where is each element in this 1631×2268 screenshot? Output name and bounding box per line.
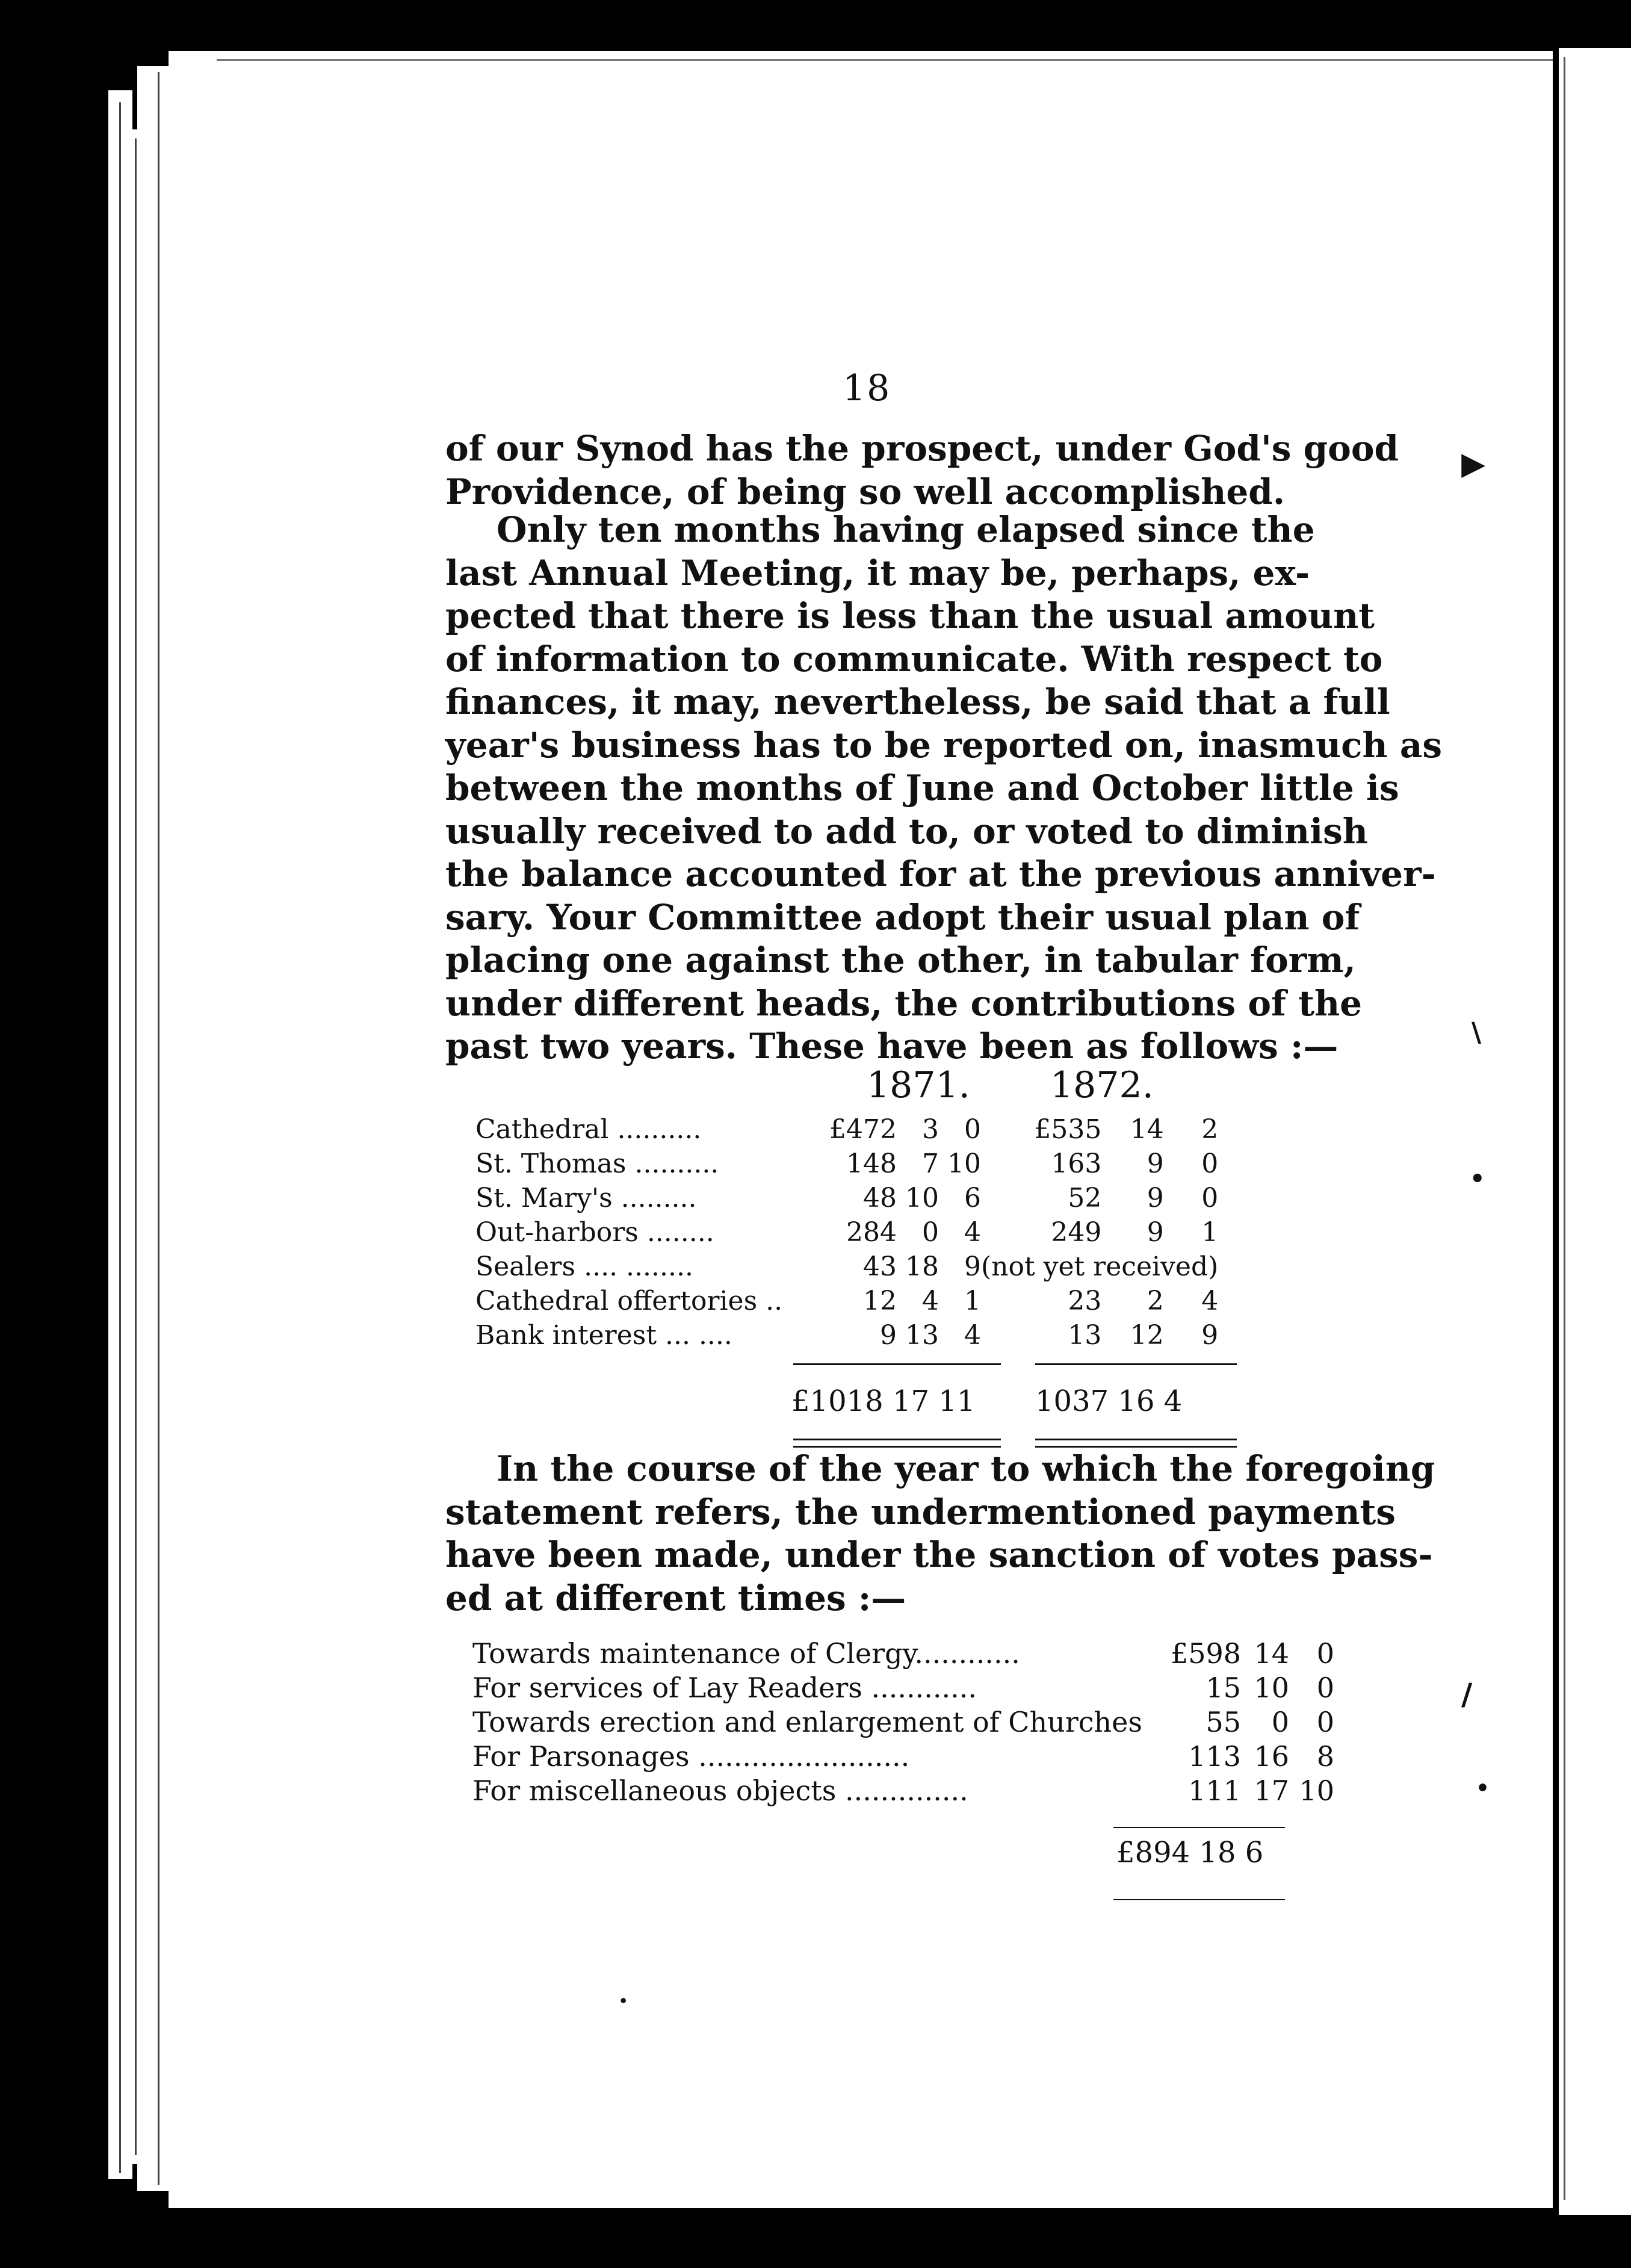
cell-pounds: 15 xyxy=(1205,1671,1242,1704)
table-row xyxy=(475,1284,1218,1318)
adjacent-page-strip xyxy=(1559,48,1631,2215)
cell-1872-pounds: 13 xyxy=(1068,1320,1102,1351)
cell-1872-pence: 4 xyxy=(1201,1286,1219,1316)
row-label: Out-harbors ........ xyxy=(475,1217,714,1248)
cell-pounds: 113 xyxy=(1188,1740,1242,1773)
text-line: statement refers, the undermentioned payments xyxy=(445,1491,1396,1532)
cell-1872-shillings: 9 xyxy=(1147,1183,1164,1213)
cell-1871-pounds: 284 xyxy=(846,1217,897,1248)
text-line: have been made, under the sanction of votes pass- xyxy=(445,1534,1433,1575)
row-label: For services of Lay Readers ............ xyxy=(472,1671,977,1704)
text-line: In the course of the year to which the foregoing xyxy=(497,1448,1435,1489)
text-line: usually received to add to, or voted to diminish xyxy=(445,810,1368,852)
cell-1872-pence: 0 xyxy=(1201,1148,1219,1179)
cell-1871-shillings: 18 xyxy=(905,1251,939,1282)
row-label: Towards maintenance of Clergy............ xyxy=(472,1637,1020,1670)
cell-pence: 0 xyxy=(1316,1705,1335,1738)
speck: • xyxy=(619,1992,628,2010)
row-label: Bank interest ... .... xyxy=(475,1320,732,1351)
cell-1871-pence: 4 xyxy=(964,1217,981,1248)
table-row xyxy=(475,1215,1218,1250)
cell-1871-shillings: 4 xyxy=(922,1286,939,1316)
cell-1872-shillings: 14 xyxy=(1130,1114,1164,1145)
table-row xyxy=(472,1739,1334,1773)
margin-mark: ▸ xyxy=(1461,433,1486,490)
table-row xyxy=(475,1250,1218,1284)
text-line: of our Synod has the prospect, under God's good xyxy=(445,428,1399,469)
cell-shillings: 16 xyxy=(1254,1740,1290,1773)
text-line: past two years. These have been as follows :— xyxy=(445,1026,1339,1067)
cell-1871-pence: 6 xyxy=(964,1183,981,1213)
total-1871: £1018 17 11 xyxy=(791,1384,976,1418)
cell-1871-pounds: 43 xyxy=(863,1251,897,1282)
cell-pounds: £598 xyxy=(1171,1637,1242,1670)
cell-1872-shillings: 12 xyxy=(1130,1320,1164,1351)
cell-1872-pounds: 163 xyxy=(1051,1148,1102,1179)
cell-1871-pounds: 148 xyxy=(846,1148,897,1179)
cell-1871-shillings: 0 xyxy=(922,1217,939,1248)
cell-1871-pence: 1 xyxy=(964,1286,981,1316)
table-row xyxy=(472,1705,1334,1739)
cell-1872-note: (not yet received) xyxy=(981,1251,1219,1282)
cell-1872-pence: 2 xyxy=(1201,1114,1219,1145)
cell-1871-shillings: 7 xyxy=(922,1148,939,1179)
row-label: For Parsonages ........................ xyxy=(472,1740,910,1773)
total-rule xyxy=(1113,1899,1285,1900)
cell-1872-shillings: 2 xyxy=(1147,1286,1164,1316)
row-label: Towards erection and enlargement of Churches xyxy=(472,1705,1142,1738)
text-line: finances, it may, nevertheless, be said that a full xyxy=(445,681,1390,722)
paragraph-finances xyxy=(445,509,1443,1068)
total-1872: 1037 16 4 xyxy=(1035,1384,1183,1418)
sum-rule xyxy=(1035,1363,1237,1365)
text-line: sary. Your Committee adopt their usual plan of xyxy=(445,896,1360,938)
cell-1872-pounds: 23 xyxy=(1068,1286,1102,1316)
cell-1871-shillings: 3 xyxy=(922,1114,939,1145)
margin-mark: / xyxy=(1461,1676,1473,1712)
page-edge xyxy=(137,66,173,2191)
cell-1871-pence: 10 xyxy=(947,1148,981,1179)
year-heading-1871: 1871. xyxy=(867,1064,970,1106)
table-row xyxy=(472,1636,1334,1670)
table-row xyxy=(472,1670,1334,1705)
cell-1871-pence: 9 xyxy=(964,1251,981,1282)
cell-pence: 0 xyxy=(1316,1637,1335,1670)
cell-1872-pence: 9 xyxy=(1201,1320,1219,1351)
row-label: Cathedral offertories .. xyxy=(475,1286,783,1316)
cell-1871-pence: 4 xyxy=(964,1320,981,1351)
contributions-table xyxy=(475,1112,1218,1352)
page-number: 18 xyxy=(843,367,891,409)
payments-total: £894 18 6 xyxy=(1116,1836,1264,1870)
row-label: For miscellaneous objects .............. xyxy=(472,1774,968,1807)
table-row xyxy=(472,1773,1334,1808)
cell-pence: 10 xyxy=(1299,1774,1335,1807)
text-line: Providence, of being so well accomplished. xyxy=(445,471,1286,512)
cell-pence: 0 xyxy=(1316,1671,1335,1704)
cell-1871-pounds: 9 xyxy=(880,1320,897,1351)
text-line: the balance accounted for at the previous anniver- xyxy=(445,854,1436,894)
cell-1872-pounds: 52 xyxy=(1068,1183,1102,1213)
table-row xyxy=(475,1318,1218,1352)
text-line: between the months of June and October little is xyxy=(445,767,1399,808)
text-line: year's business has to be reported on, inasmuch as xyxy=(445,724,1443,766)
text-line: last Annual Meeting, it may be, perhaps, ex- xyxy=(445,552,1310,593)
cell-1872-pounds: £535 xyxy=(1034,1114,1102,1145)
cell-1871-shillings: 13 xyxy=(905,1320,939,1351)
cell-shillings: 14 xyxy=(1254,1637,1290,1670)
cell-shillings: 17 xyxy=(1254,1774,1290,1807)
sum-rule xyxy=(793,1363,1001,1365)
cell-1871-pounds: 48 xyxy=(863,1183,897,1213)
paragraph-intro xyxy=(445,427,1399,513)
cell-1872-pounds: 249 xyxy=(1051,1217,1102,1248)
margin-mark: \ xyxy=(1472,1017,1482,1048)
cell-shillings: 10 xyxy=(1254,1671,1290,1704)
page-edge-line xyxy=(158,72,159,2185)
total-rule xyxy=(793,1439,1001,1440)
cell-1872-shillings: 9 xyxy=(1147,1148,1164,1179)
table-row xyxy=(475,1181,1218,1215)
row-label: Sealers .... ........ xyxy=(475,1251,693,1282)
page-edge-line xyxy=(135,138,137,2155)
cell-pounds: 111 xyxy=(1188,1774,1242,1807)
payments-table xyxy=(472,1636,1334,1808)
text-line: Only ten months having elapsed since the xyxy=(497,509,1315,550)
cell-shillings: 0 xyxy=(1271,1705,1290,1738)
paragraph-payments xyxy=(445,1448,1435,1620)
table-row xyxy=(475,1147,1218,1181)
text-line: under different heads, the contributions of the xyxy=(445,982,1363,1024)
cell-1872-pence: 1 xyxy=(1201,1217,1219,1248)
adjacent-page-border xyxy=(1564,57,1565,2200)
cell-pounds: 55 xyxy=(1205,1705,1242,1738)
text-line: of information to communicate. With respect to xyxy=(445,638,1383,680)
year-heading-1872: 1872. xyxy=(1050,1064,1154,1106)
margin-mark: • xyxy=(1470,1165,1485,1193)
cell-1872-pence: 0 xyxy=(1201,1183,1219,1213)
table-row xyxy=(475,1112,1218,1147)
text-line: placing one against the other, in tabular form, xyxy=(445,940,1356,981)
total-rule xyxy=(1035,1439,1237,1440)
sum-rule xyxy=(1113,1827,1285,1828)
cell-1871-pounds: £472 xyxy=(829,1114,897,1145)
page-edge-line xyxy=(119,102,121,2173)
text-line: pected that there is less than the usual amount xyxy=(445,595,1375,636)
cell-1872-shillings: 9 xyxy=(1147,1217,1164,1248)
cell-1871-shillings: 10 xyxy=(905,1183,939,1213)
row-label: St. Thomas .......... xyxy=(475,1148,719,1179)
page-top-border xyxy=(217,59,1553,61)
cell-1871-pence: 0 xyxy=(964,1114,981,1145)
cell-1871-pounds: 12 xyxy=(863,1286,897,1316)
cell-pence: 8 xyxy=(1316,1740,1335,1773)
margin-mark: • xyxy=(1476,1776,1490,1801)
text-line: ed at different times :— xyxy=(445,1577,906,1619)
row-label: St. Mary's ......... xyxy=(475,1183,697,1213)
row-label: Cathedral .......... xyxy=(475,1114,702,1145)
